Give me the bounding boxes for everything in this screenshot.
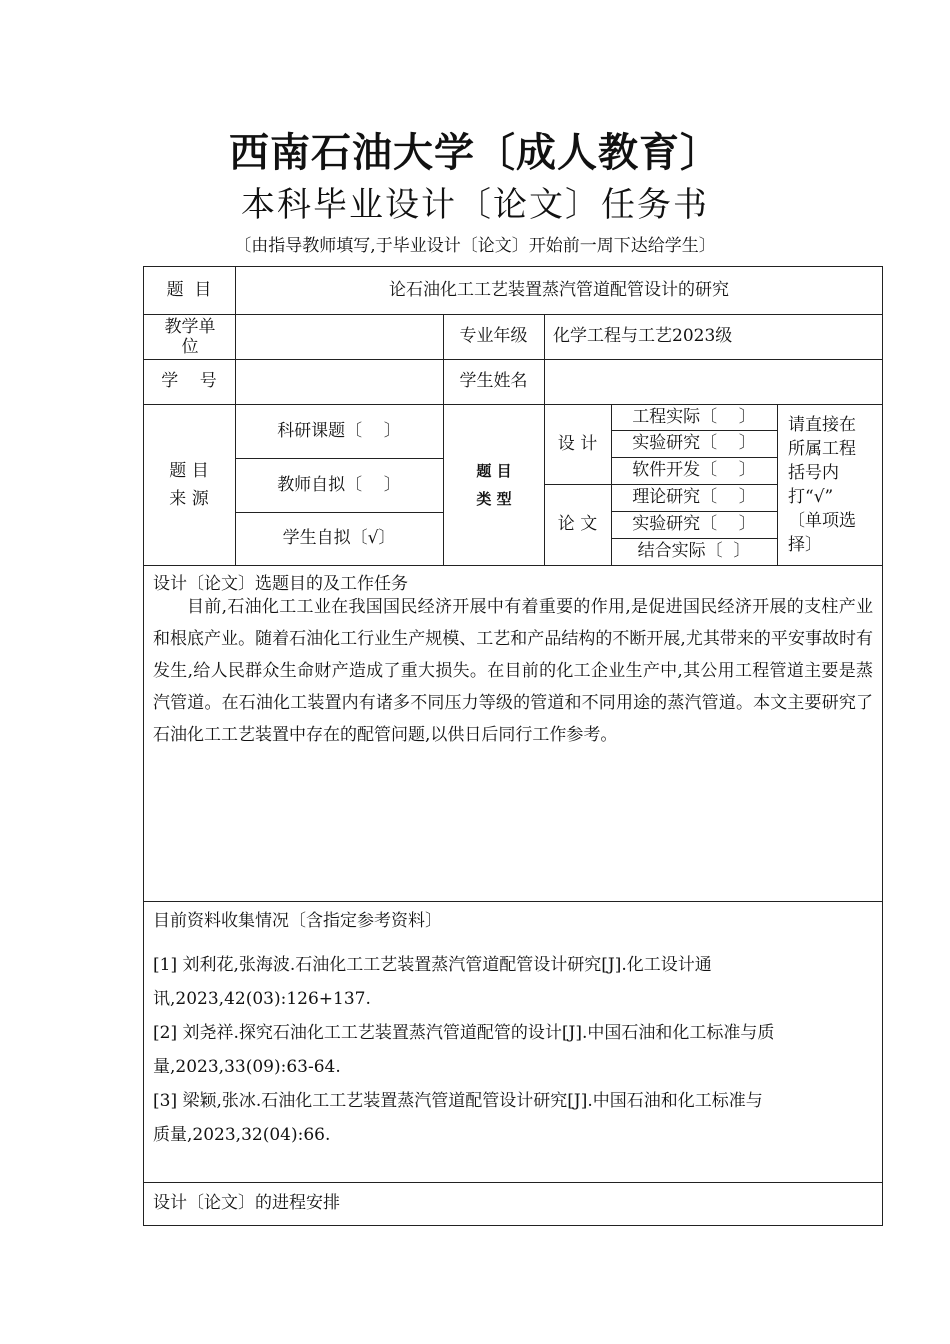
instruction-note: 〔由指导教师填写,于毕业设计〔论文〕开始前一周下达给学生〕	[234, 236, 716, 256]
schedule-heading: 设计〔论文〕的进程安排	[153, 1193, 340, 1213]
design-option-engineering[interactable]: 工程实际〔 〕	[632, 406, 756, 427]
source-option-student[interactable]: 学生自拟〔√〕	[282, 528, 396, 548]
source-option-teacher[interactable]: 教师自拟〔 〕	[277, 474, 401, 495]
instruction-line: 〔单项选	[788, 511, 856, 531]
instruction-line: 打“√”	[788, 487, 834, 507]
thesis-option-experiment[interactable]: 实验研究〔 〕	[632, 514, 756, 534]
document-subtitle: 本科毕业设计〔论文〕任务书	[241, 185, 709, 225]
student-id-value[interactable]	[235, 359, 443, 404]
document-title: 西南石油大学〔成人教育〕	[229, 130, 721, 176]
teaching-unit-value[interactable]	[235, 314, 443, 359]
materials-heading: 目前资料收集情况〔含指定参考资料〕	[153, 911, 442, 931]
purpose-heading: 设计〔论文〕选题目的及工作任务	[153, 574, 408, 594]
student-id-label: 学 号	[161, 371, 217, 391]
student-name-label: 学生姓名	[459, 371, 528, 391]
instruction-line: 括号内	[788, 463, 839, 483]
design-label: 设 计	[557, 433, 598, 454]
reference-item: [1] 刘利花,张海波.石油化工工艺装置蒸汽管道配管设计研究[J].化工设计通 讯,2023,42(03):126+137.	[153, 955, 712, 1009]
thesis-option-practice[interactable]: 结合实际〔 〕	[637, 541, 751, 561]
reference-item: [2] 刘尧祥.探究石油化工工艺装置蒸汽管道配管的设计[J].中国石油和化工标准与质 量,2023,33(09):63-64.	[153, 1023, 775, 1077]
instruction-line: 所属工程	[788, 439, 856, 459]
instruction-line: 择〕	[788, 535, 822, 555]
selection-instruction	[788, 413, 878, 557]
major-value[interactable]: 化学工程与工艺2023级	[553, 326, 733, 346]
thesis-label: 论 文	[557, 514, 598, 534]
thesis-option-theory[interactable]: 理论研究〔 〕	[632, 487, 756, 507]
purpose-body[interactable]: 目前,石油化工工业在我国国民经济开展中有着重要的作用,是促进国民经济开展的支柱产业和根底产业。随着石油化工行业生产规模、工艺和产品结构的不断开展,尤其带来的平安事故时有发生,给人民群众生命财产造成了重大损失。在目前的化工企业生产中,其公用工程管道主要是蒸汽管道。在石油化工装置内有诸多不同压力等级的管道和不同用途的蒸汽管道。本文主要研究了石油化工工艺装置中存在的配管问题,以供日后同行工作参考。	[153, 597, 873, 745]
student-name-value[interactable]	[544, 359, 883, 404]
teaching-unit-label: 教学单位	[164, 316, 216, 357]
topic-type-label: 题 目 类 型	[476, 461, 512, 508]
topic-source-label: 题 目 来 源	[169, 460, 209, 509]
reference-item: [3] 梁颖,张冰.石油化工工艺装置蒸汽管道配管设计研究[J].中国石油和化工标准与 质量,2023,32(04):66.	[153, 1091, 763, 1145]
topic-label: 题 目	[166, 279, 212, 300]
design-option-experiment[interactable]: 实验研究〔 〕	[632, 433, 756, 453]
major-label: 专业年级	[459, 326, 528, 346]
design-option-software[interactable]: 软件开发〔 〕	[632, 460, 756, 480]
reference-list	[153, 948, 878, 1152]
source-option-research[interactable]: 科研课题〔 〕	[277, 420, 401, 441]
topic-value[interactable]: 论石油化工工艺装置蒸汽管道配管设计的研究	[389, 279, 729, 300]
instruction-line: 请直接在	[788, 415, 856, 435]
